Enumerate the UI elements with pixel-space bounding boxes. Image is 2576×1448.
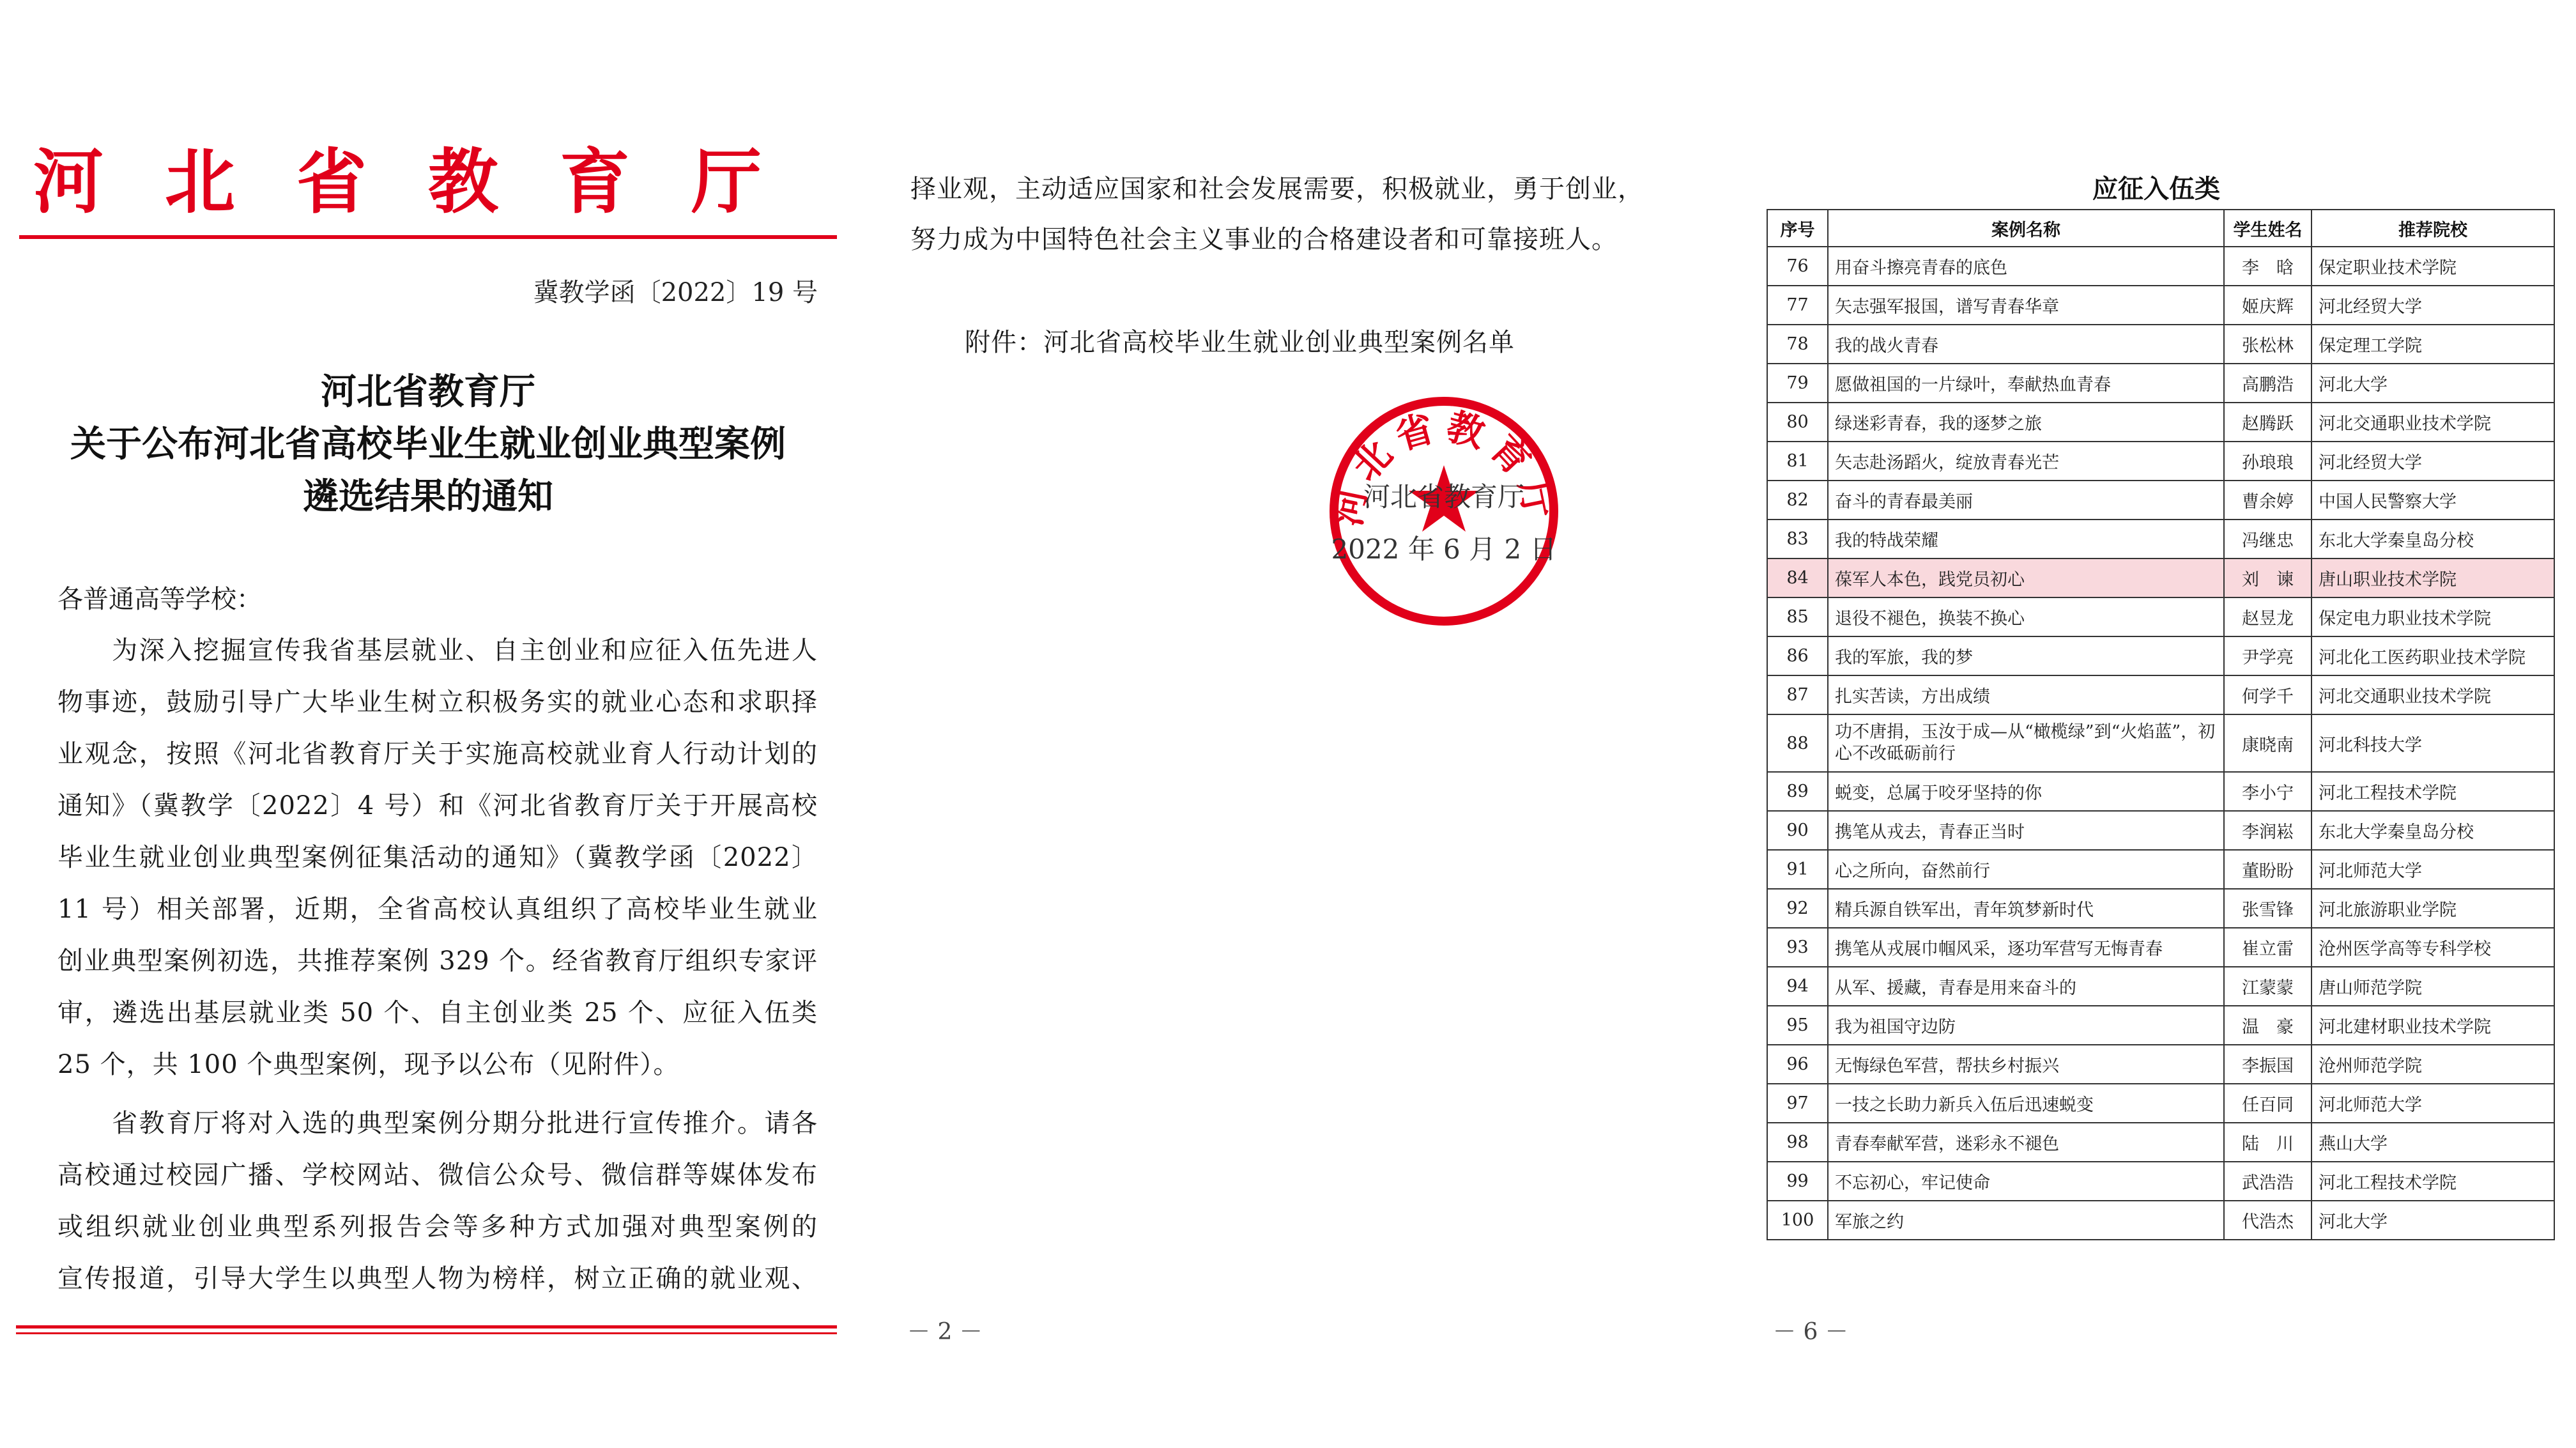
cell-school: 东北大学秦皇岛分校 <box>2312 520 2554 558</box>
cell-student-name: 陆 川 <box>2224 1123 2312 1162</box>
body-line: 审，遴选出基层就业类 50 个、自主创业类 25 个、应征入伍类 <box>57 998 818 1028</box>
signing-date: 2022 年 6 月 2 日 <box>1331 534 1557 565</box>
column-header-student-name: 学生姓名 <box>2224 210 2312 247</box>
cell-case-name: 不忘初心，牢记使命 <box>1828 1162 2224 1201</box>
cell-school: 河北大学 <box>2312 364 2554 403</box>
body-line: 25 个，共 100 个典型案例，现予以公布（见附件）。 <box>57 1050 680 1079</box>
cell-school: 沧州师范学院 <box>2312 1045 2554 1084</box>
cell-number: 97 <box>1767 1084 1828 1123</box>
table-row <box>1767 1201 2554 1240</box>
cell-number: 76 <box>1767 247 1828 286</box>
body-line: 省教育厅将对入选的典型案例分期分批进行宣传推介。请各 <box>57 1109 818 1138</box>
cell-number: 83 <box>1767 520 1828 558</box>
cell-number: 80 <box>1767 403 1828 442</box>
body-line: 为深入挖掘宣传我省基层就业、自主创业和应征入伍先进人 <box>57 636 818 665</box>
cell-student-name: 崔立雷 <box>2224 928 2312 967</box>
table-row <box>1767 675 2554 714</box>
column-header-case-name: 案例名称 <box>1828 210 2224 247</box>
cell-school: 河北化工医药职业技术学院 <box>2312 636 2554 675</box>
body-line: 通知》（冀教学〔2022〕4 号）和《河北省教育厅关于开展高校 <box>57 791 818 820</box>
cell-case-name: 军旅之约 <box>1828 1201 2224 1240</box>
cell-student-name: 李 晗 <box>2224 247 2312 286</box>
cell-student-name: 刘 谏 <box>2224 558 2312 597</box>
body-line: 11 号）相关部署，近期，全省高校认真组织了高校毕业生就业 <box>57 895 818 924</box>
column-header-number: 序号 <box>1767 210 1828 247</box>
cell-student-name: 李小宁 <box>2224 772 2312 811</box>
cell-number: 89 <box>1767 772 1828 811</box>
table-row <box>1767 1006 2554 1045</box>
cell-school: 唐山职业技术学院 <box>2312 558 2554 597</box>
body-line: 努力成为中国特色社会主义事业的合格建设者和可靠接班人。 <box>910 225 1618 254</box>
cell-case-name: 我的军旅，我的梦 <box>1828 636 2224 675</box>
table-row <box>1767 967 2554 1006</box>
body-line: 创业典型案例初选，共推荐案例 329 个。经省教育厅组织专家评 <box>57 946 818 976</box>
table-row <box>1767 442 2554 481</box>
cell-student-name: 冯继忠 <box>2224 520 2312 558</box>
cell-number: 87 <box>1767 675 1828 714</box>
cell-number: 96 <box>1767 1045 1828 1084</box>
table-row <box>1767 247 2554 286</box>
table-row <box>1767 1084 2554 1123</box>
cell-number: 99 <box>1767 1162 1828 1201</box>
body-line: 物事迹，鼓励引导广大毕业生树立积极务实的就业心态和求职择 <box>57 688 818 717</box>
seal-text: 河北省教育厅 <box>1325 404 1563 530</box>
body-line: 高校通过校园广播、学校网站、微信公众号、微信群等媒体发布 <box>57 1160 818 1190</box>
cell-student-name: 张松林 <box>2224 325 2312 364</box>
body-line: 业观念，按照《河北省教育厅关于实施高校就业育人行动计划的 <box>57 739 818 769</box>
cell-number: 88 <box>1767 714 1828 772</box>
cell-student-name: 高鹏浩 <box>2224 364 2312 403</box>
cell-case-name: 从军、援藏，青春是用来奋斗的 <box>1828 967 2224 1006</box>
letterhead: 河北省教育厅 <box>33 141 823 223</box>
cell-student-name: 李润崧 <box>2224 811 2312 850</box>
cell-student-name: 董盼盼 <box>2224 850 2312 889</box>
cell-case-name: 蜕变，总属于咬牙坚持的你 <box>1828 772 2224 811</box>
footer-red-rule-top <box>16 1325 837 1329</box>
body-line: 择业观，主动适应国家和社会发展需要，积极就业，勇于创业， <box>910 174 1644 204</box>
cell-school: 燕山大学 <box>2312 1123 2554 1162</box>
cell-case-name: 精兵源自铁军出，青年筑梦新时代 <box>1828 889 2224 928</box>
cell-number: 85 <box>1767 597 1828 636</box>
cell-student-name: 赵昱龙 <box>2224 597 2312 636</box>
salutation: 各普通高等学校： <box>57 585 262 614</box>
cell-student-name: 代浩杰 <box>2224 1201 2312 1240</box>
cell-school: 河北交通职业技术学院 <box>2312 675 2554 714</box>
cell-case-name: 退役不褪色，换装不换心 <box>1828 597 2224 636</box>
cell-case-name: 心之所向，奋然前行 <box>1828 850 2224 889</box>
table-row <box>1767 1162 2554 1201</box>
body-line: 毕业生就业创业典型案例征集活动的通知》（冀教学函〔2022〕 <box>57 843 818 872</box>
cell-case-name: 无悔绿色军营，帮扶乡村振兴 <box>1828 1045 2224 1084</box>
cell-case-name: 青春奉献军营，迷彩永不褪色 <box>1828 1123 2224 1162</box>
cell-case-name: 我的特战荣耀 <box>1828 520 2224 558</box>
cell-number: 98 <box>1767 1123 1828 1162</box>
cell-number: 92 <box>1767 889 1828 928</box>
notice-title-line-2: 关于公布河北省高校毕业生就业创业典型案例 <box>70 423 786 465</box>
table-row <box>1767 889 2554 928</box>
cell-case-name: 奋斗的青春最美丽 <box>1828 481 2224 520</box>
cell-student-name: 曹余婷 <box>2224 481 2312 520</box>
cell-case-name: 携笔从戎去，青春正当时 <box>1828 811 2224 850</box>
cell-school: 中国人民警察大学 <box>2312 481 2554 520</box>
cell-case-name: 一技之长助力新兵入伍后迅速蜕变 <box>1828 1084 2224 1123</box>
cell-number: 78 <box>1767 325 1828 364</box>
cell-case-name: 葆军人本色，践党员初心 <box>1828 558 2224 597</box>
cell-school: 河北师范大学 <box>2312 1084 2554 1123</box>
cell-school: 东北大学秦皇岛分校 <box>2312 811 2554 850</box>
cell-school: 河北旅游职业学院 <box>2312 889 2554 928</box>
table-row <box>1767 1123 2554 1162</box>
cell-number: 82 <box>1767 481 1828 520</box>
table-row <box>1767 714 2554 772</box>
cell-school: 沧州医学高等专科学校 <box>2312 928 2554 967</box>
letterhead-red-rule <box>19 235 837 239</box>
table-header-row <box>1767 210 2554 247</box>
cell-case-name: 扎实苦读，方出成绩 <box>1828 675 2224 714</box>
cell-school: 河北经贸大学 <box>2312 442 2554 481</box>
attachment-note: 附件：河北省高校毕业生就业创业典型案例名单 <box>965 328 1515 357</box>
table-row <box>1767 403 2554 442</box>
signer-name: 河北省教育厅 <box>1363 481 1524 512</box>
footer-red-rule-bottom <box>16 1332 837 1334</box>
table-row <box>1767 597 2554 636</box>
cell-school: 保定职业技术学院 <box>2312 247 2554 286</box>
cell-student-name: 武浩浩 <box>2224 1162 2312 1201</box>
table-row <box>1767 928 2554 967</box>
cell-number: 95 <box>1767 1006 1828 1045</box>
table-row <box>1767 1045 2554 1084</box>
table-row <box>1767 364 2554 403</box>
cell-case-name: 矢志强军报国，谱写青春华章 <box>1828 286 2224 325</box>
cell-number: 81 <box>1767 442 1828 481</box>
body-line: 或组织就业创业典型系列报告会等多种方式加强对典型案例的 <box>57 1212 818 1242</box>
cell-school: 河北工程技术学院 <box>2312 772 2554 811</box>
cell-school: 唐山师范学院 <box>2312 967 2554 1006</box>
cell-number: 93 <box>1767 928 1828 967</box>
table-body <box>1767 247 2554 1240</box>
cell-student-name: 孙琅琅 <box>2224 442 2312 481</box>
cell-school: 河北经贸大学 <box>2312 286 2554 325</box>
notice-title-line-3: 遴选结果的通知 <box>303 475 553 518</box>
cell-number: 84 <box>1767 558 1828 597</box>
cell-case-name: 携笔从戎展巾帼风采，逐功军营写无悔青春 <box>1828 928 2224 967</box>
table-row <box>1767 772 2554 811</box>
cell-school: 河北建材职业技术学院 <box>2312 1006 2554 1045</box>
cell-student-name: 江蒙蒙 <box>2224 967 2312 1006</box>
page-number: － 2 － <box>907 1319 983 1345</box>
cell-case-name: 绿迷彩青春，我的逐梦之旅 <box>1828 403 2224 442</box>
cell-school: 河北工程技术学院 <box>2312 1162 2554 1201</box>
cell-student-name: 温 豪 <box>2224 1006 2312 1045</box>
table-row <box>1767 636 2554 675</box>
cell-student-name: 姬庆辉 <box>2224 286 2312 325</box>
cell-school: 河北大学 <box>2312 1201 2554 1240</box>
cell-student-name: 李振国 <box>2224 1045 2312 1084</box>
table-row <box>1767 811 2554 850</box>
cell-case-name: 我为祖国守边防 <box>1828 1006 2224 1045</box>
table-row <box>1767 850 2554 889</box>
cell-school: 河北科技大学 <box>2312 714 2554 772</box>
cell-student-name: 尹学亮 <box>2224 636 2312 675</box>
cell-case-name: 我的战火青春 <box>1828 325 2224 364</box>
cases-table <box>1767 209 2555 1240</box>
cell-student-name: 张雪锋 <box>2224 889 2312 928</box>
table-row <box>1767 481 2554 520</box>
cell-student-name: 康晓南 <box>2224 714 2312 772</box>
cell-case-name: 愿做祖国的一片绿叶，奉献热血青春 <box>1828 364 2224 403</box>
cell-case-name: 功不唐捐，玉汝于成—从“橄榄绿”到“火焰蓝”，初心不改砥砺前行 <box>1828 714 2224 772</box>
cell-number: 79 <box>1767 364 1828 403</box>
cell-number: 91 <box>1767 850 1828 889</box>
cell-school: 河北交通职业技术学院 <box>2312 403 2554 442</box>
cell-school: 保定电力职业技术学院 <box>2312 597 2554 636</box>
table-row <box>1767 558 2554 597</box>
cell-case-name: 矢志赴汤蹈火，绽放青春光芒 <box>1828 442 2224 481</box>
page-number: － 6 － <box>1773 1319 1848 1345</box>
table-row <box>1767 286 2554 325</box>
notice-title-line-1: 河北省教育厅 <box>321 371 535 413</box>
cell-number: 94 <box>1767 967 1828 1006</box>
cell-student-name: 何学千 <box>2224 675 2312 714</box>
cell-number: 90 <box>1767 811 1828 850</box>
body-line: 宣传报道，引导大学生以典型人物为榜样，树立正确的就业观、 <box>57 1264 818 1293</box>
cell-case-name: 用奋斗擦亮青春的底色 <box>1828 247 2224 286</box>
cell-student-name: 任百同 <box>2224 1084 2312 1123</box>
cell-school: 保定理工学院 <box>2312 325 2554 364</box>
cell-school: 河北师范大学 <box>2312 850 2554 889</box>
document-number: 冀教学函〔2022〕19 号 <box>533 278 818 307</box>
cell-number: 77 <box>1767 286 1828 325</box>
table-row <box>1767 520 2554 558</box>
column-header-school: 推荐院校 <box>2312 210 2554 247</box>
table-heading: 应征入伍类 <box>2092 174 2220 204</box>
cell-student-name: 赵腾跃 <box>2224 403 2312 442</box>
cell-number: 100 <box>1767 1201 1828 1240</box>
cell-number: 86 <box>1767 636 1828 675</box>
table-row <box>1767 325 2554 364</box>
